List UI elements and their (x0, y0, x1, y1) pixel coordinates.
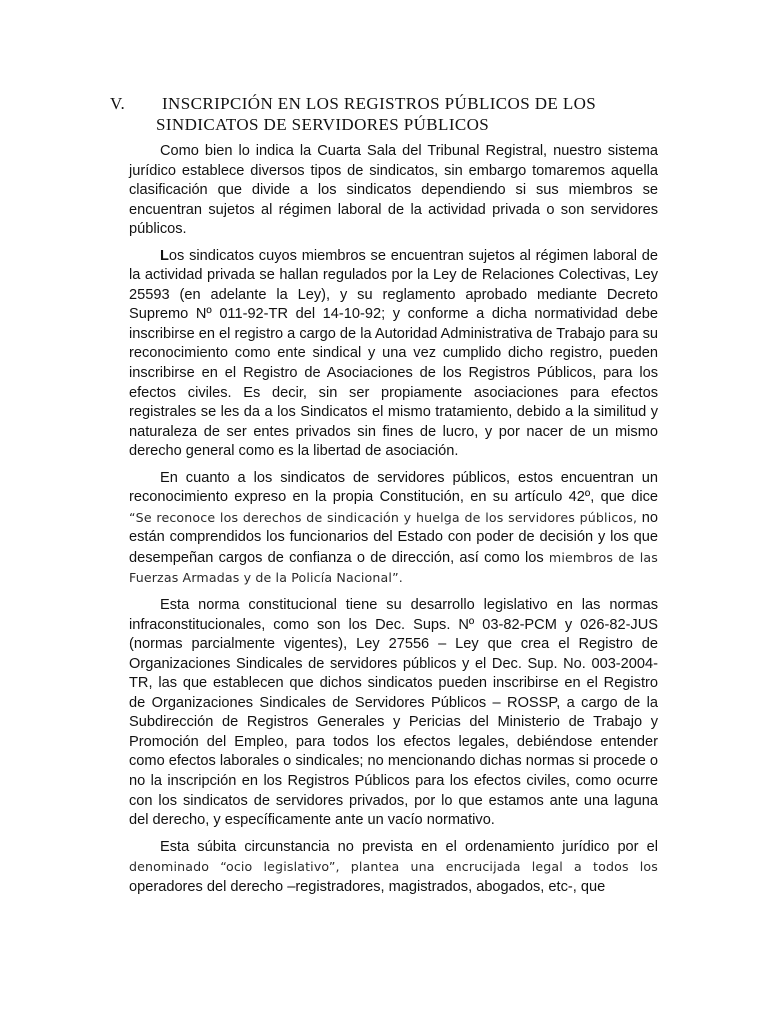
paragraph-2 (129, 247, 658, 462)
section-heading (110, 93, 670, 135)
constitution-quote-part-1: “Se reconoce los derechos de sindicación y huelga de los servidores públicos, (129, 509, 638, 525)
section-number: V. (110, 94, 126, 113)
section-title-line-1: INSCRIPCIÓN EN LOS REGISTROS PÚBLICOS DE LOS (162, 94, 597, 113)
paragraph-4: Esta norma constitucional tiene su desarrollo legislativo en las normas infraconstitucionales, como son los Dec. Sups. Nº 03-82-PCM y 026-82-JUS (normas parcialmente vigentes), Ley 27556 – Ley que crea el Registro de Organizaciones Sindicales de servidores públicos y el Dec. Sup. No. 003-2004-TR, las que establecen que dichos sindicatos pueden inscribirse en el Registro de Organizaciones Sindicales de Servidores Públicos – ROSSP, a cargo de la Subdirección de Registros Generales y Pericias del Ministerio de Trabajo y Promoción del Empleo, para todos los efectos legales, debiéndose entender como efectos laborales o sindicales; no mencionando dichas normas si procede o no la inscripción en los Registros Públicos para los efectos civiles, como ocurre con los sindicatos de servidores privados, por lo que estamos ante una laguna del derecho, y específicamente ante un vacío normativo. (129, 597, 658, 829)
paragraph-1: Como bien lo indica la Cuarta Sala del Tribunal Registral, nuestro sistema jurídico establece diversos tipos de sindicatos, sin embargo tomaremos aquella clasificación que divide a los sindicatos dependiendo si sus miembros se encuentran sujetos al régimen laboral de la actividad privada o son servidores públicos. (129, 143, 658, 238)
paragraph-5-text-b: operadores del derecho –registradores, magistrados, abogados, etc-, que (129, 878, 606, 895)
paragraph-3 (129, 469, 658, 589)
ocio-legislativo-quote: denominado “ocio legislativo”, plantea una encrucijada legal a todos los (129, 859, 658, 875)
paragraph-2-text: os sindicatos cuyos miembros se encuentran sujetos al régimen laboral de la actividad privada se hallan regulados por la Ley de Relaciones Colectivas, Ley 25593 (en adelante la Ley), y su reglamento aprobado mediante Decreto Supremo Nº 011-92-TR del 14-10-92; y conforme a dicha normatividad debe inscribirse en el registro a cargo de la Autoridad Administrativa de Trabajo para su reconocimiento como ente sindical y una vez cumplido dicho registro, pueden inscribirse en el Registro de Asociaciones de los Registros Públicos, para los efectos civiles. Es decir, sin ser propiamente asociaciones para efectos registrales se les da a los Sindicatos el mismo tratamiento, debido a la similitud y naturaleza de ser entes privados sin fines de lucro, y por nacer de un mismo derecho general como es la libertad de asociación. (129, 247, 658, 460)
paragraph-2-initial: L (160, 247, 169, 264)
paragraph-3-text-b: no están comprendidos los funcionarios del Estado con poder de decisión y los que desempeñan cargos de confianza o de dirección, así como los (129, 509, 658, 566)
body-text (129, 142, 658, 904)
paragraph-5 (129, 838, 658, 898)
section-title-line-2: SINDICATOS DE SERVIDORES PÚBLICOS (156, 115, 490, 134)
paragraph-3-text-a: En cuanto a los sindicatos de servidores públicos, estos encuentran un reconocimiento expreso en la propia Constitución, en su artículo 42º, que dice (129, 469, 658, 506)
constitution-quote-part-2: miembros de las Fuerzas Armadas y de la Policía Nacional”. (129, 549, 658, 586)
paragraph-5-text-a: Esta súbita circunstancia no prevista en el ordenamiento jurídico por el (160, 838, 658, 855)
